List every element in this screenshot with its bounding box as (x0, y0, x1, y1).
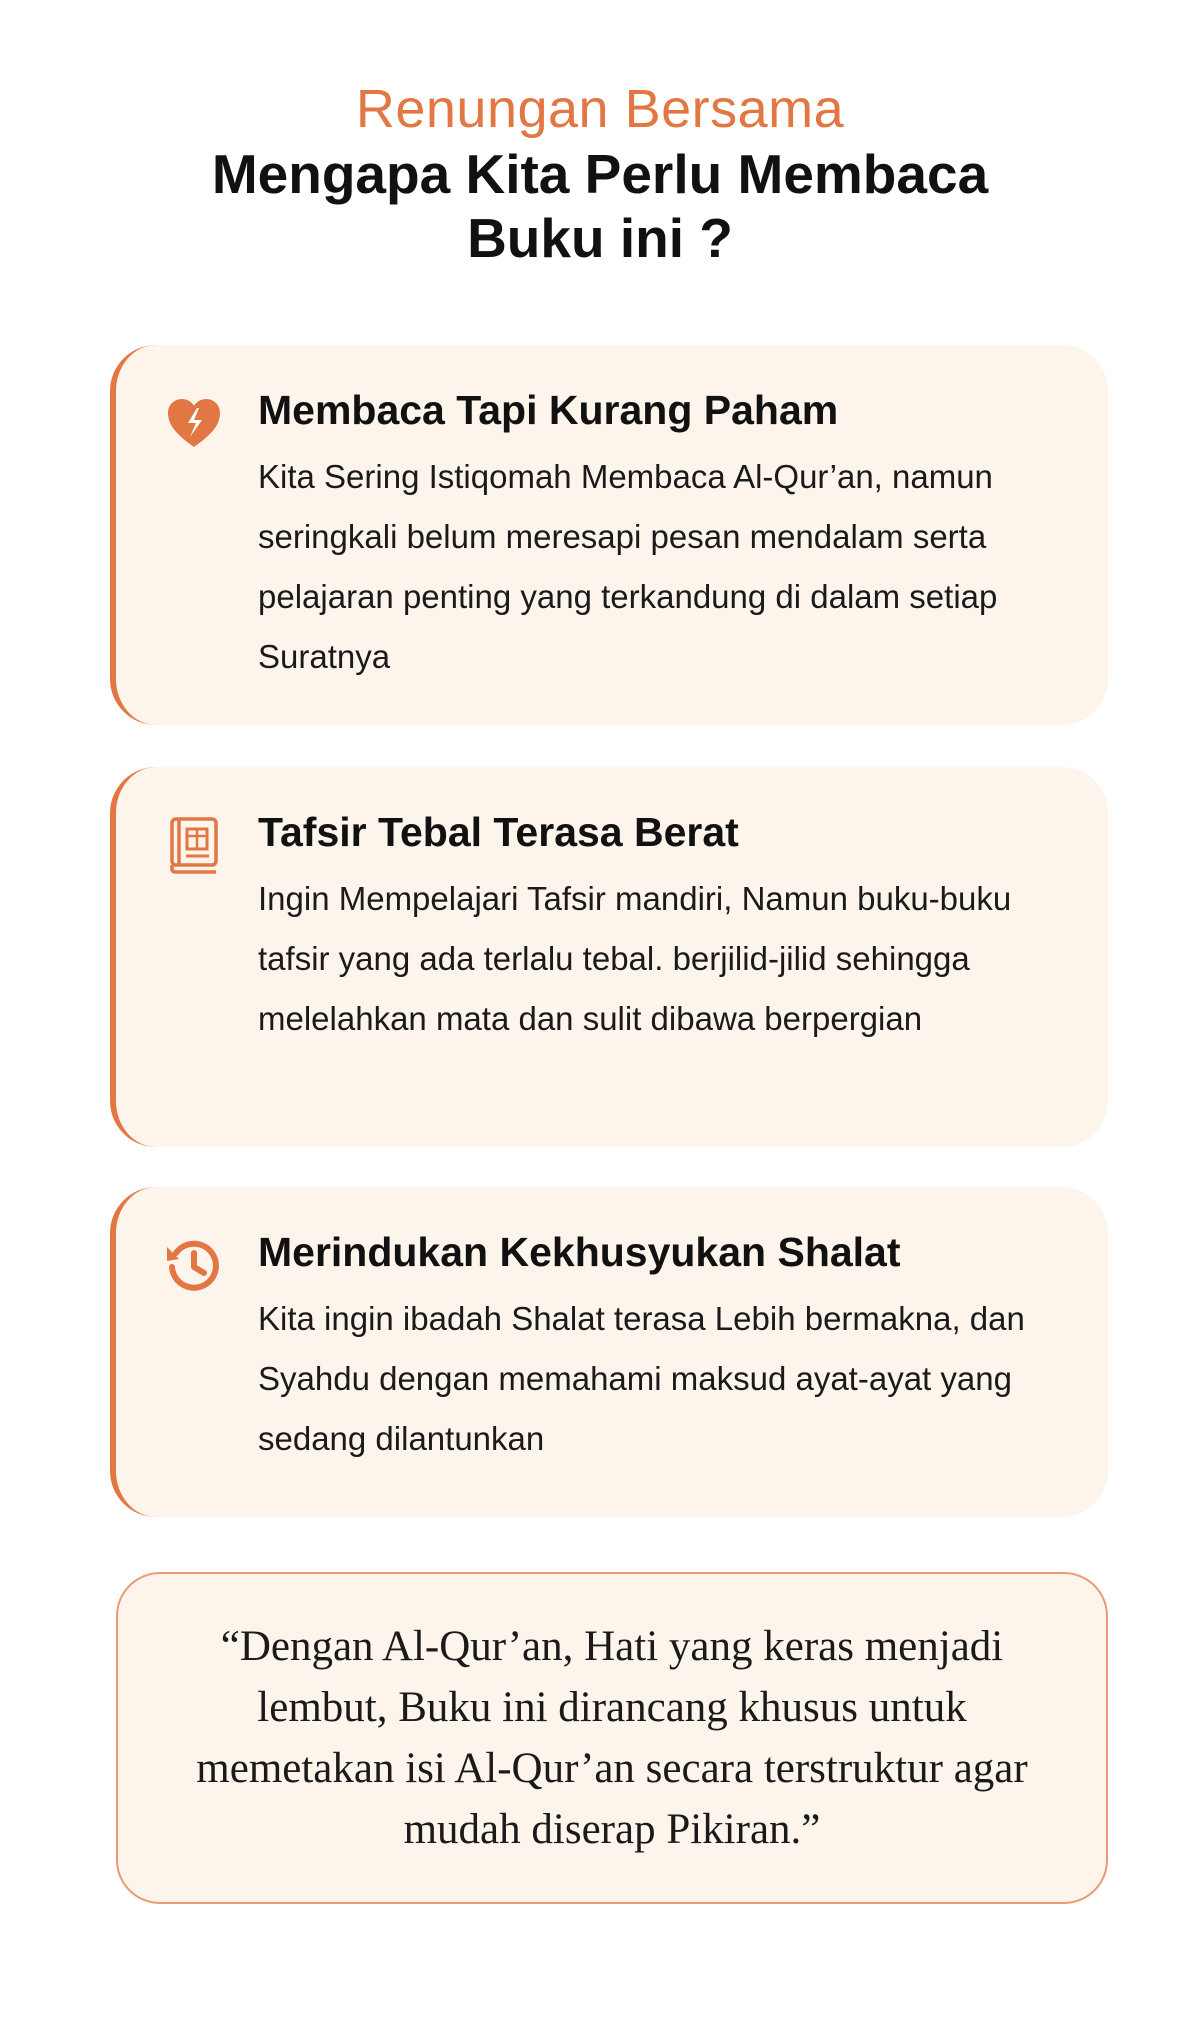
card-body: Kita Sering Istiqomah Membaca Al-Qur’an, namun seringkali belum meresapi pesan mendalam serta pelajaran penting yang terkandung di dalam setiap Suratnya (258, 458, 998, 675)
quote-text: “Dengan Al-Qur’an, Hati yang keras menjadi lembut, Buku ini dirancang khusus untuk memetakan isi Al-Qur’an secara terstruktur agar mudah diserap Pikiran.” (196, 1623, 1028, 1853)
history-clock-icon (164, 1235, 224, 1295)
card-heading: Membaca Tapi Kurang Paham (258, 387, 839, 433)
page-subtitle: Renungan Bersama (355, 79, 845, 139)
quote-box (116, 1572, 1108, 1904)
header (0, 78, 1200, 270)
problem-card-reading (110, 345, 1108, 725)
card-body: Kita ingin ibadah Shalat terasa Lebih bermakna, dan Syahdu dengan memahami maksud ayat-ayat yang sedang dilantunkan (258, 1300, 1025, 1457)
page-title: Mengapa Kita Perlu Membaca Buku ini ? (211, 143, 989, 269)
card-heading: Tafsir Tebal Terasa Berat (258, 809, 739, 855)
card-heading: Merindukan Kekhusyukan Shalat (258, 1229, 901, 1275)
broken-heart-icon (164, 393, 224, 453)
problem-card-shalat (110, 1187, 1108, 1517)
book-icon (164, 815, 224, 875)
card-body: Ingin Mempelajari Tafsir mandiri, Namun buku-buku tafsir yang ada terlalu tebal. berjilid-jilid sehingga melelahkan mata dan sulit dibawa berpergian (258, 880, 1012, 1037)
problem-card-tafsir (110, 767, 1108, 1147)
